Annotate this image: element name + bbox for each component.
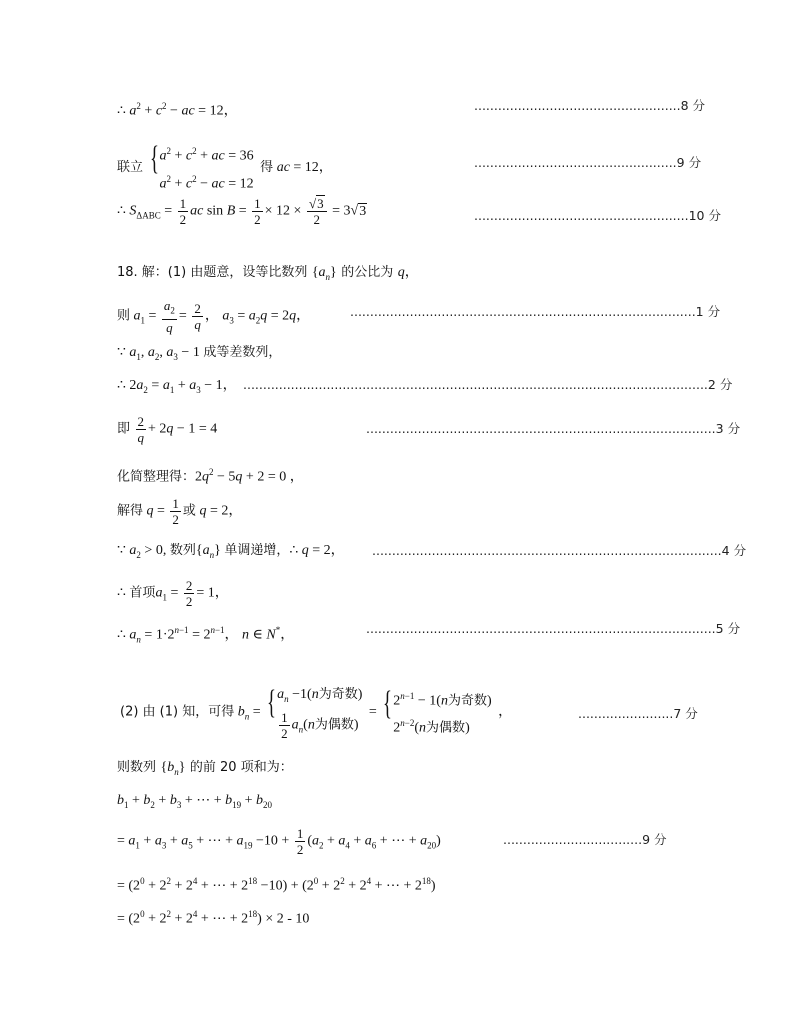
lianli-label: 联立 [117, 159, 144, 175]
equation-line-13: ∴ $a_n = 1\cdot 2^{n-1} = 2^{n-1}$， n ∈ N*， [117, 625, 295, 645]
equation-system-line: 联立 { $a^2 + c^2$ + ac = 36 $a^2 + c^2$ − ac = 12 得 ac = 12， [117, 140, 333, 195]
equation-line-12: ∴ 首项$a_1$ = $\frac{2}{2}$ = 1， [117, 578, 229, 609]
sum-line-16: $b_1 + b_2 + b_3$ + ⋯ + $b_{19} + b_{20}$ [117, 793, 273, 810]
score-mark-10: ......................................................10 分 [474, 208, 721, 223]
score-mark-9a: ...................................................9 分 [474, 155, 702, 170]
equation-line-1: ∴ $a^2 + c^2$ − ac = 12， [117, 101, 238, 119]
score-mark-9b: ...................................9 分 [503, 832, 667, 847]
piecewise-2: { $2^{n-1} - 1(n$为奇数) $2^{n-2}(n$为偶数) [383, 684, 492, 737]
equation-line-10: 解得 q = $\frac{1}{2}$ 或 q = 2， [117, 496, 243, 527]
sum-line-19: = ($2^0 + 2^2 + 2^4$ + ⋯ + $2^{18}) \times 2 - 10$ [117, 909, 310, 927]
equation-line-6: ∵ $a_1$, $a_2$, $a_3 - 1$ 成等差数列， [117, 345, 282, 362]
piecewise-line: (2) 由 (1) 知，可得 $b_n$ = { $a_n -1(n$为奇数) $\frac{1}{2}$ $a_n(n$为偶数) = { $2^{n-1} - 1(n$为奇数) $2^{n-2}(n$为偶数) ， [120, 684, 513, 741]
sum-line-18: = ($2^0 + 2^2 + 2^4$ + ⋯ + $2^{18} -10) + (2^0 + 2^2 + 2^4$ + ⋯ + $2^{18}$) [117, 876, 436, 894]
score-mark-7: ........................7 分 [578, 706, 698, 721]
problem-18-heading: 18. 解：(1) 由题意，设等比数列 $\{a_n\}$ 的公比为 q， [117, 264, 419, 282]
score-mark-2: .....................................................................................................................2 分 [243, 377, 733, 392]
score-mark-3: ........................................................................................3 分 [366, 421, 741, 436]
area-formula-line: ∴ $S_{\Delta ABC}$ = $\frac{1}{2}$ ac sin B = $\frac{1}{2}$ × 12 × $\frac{√3}{2}$ = 3√3 [117, 196, 367, 227]
equation-line-7: ∴ $2a_2 = a_1 + a_3 - 1$， [117, 378, 237, 395]
sum-heading: 则数列 $\{b_n\}$ 的前 20 项和为： [117, 760, 293, 777]
equation-line-5: 则 $a_1$ = $\frac{a_2}{q}$ = $\frac{2}{q}$ ， $a_3 = a_2q = 2q$， [117, 298, 311, 335]
score-mark-4: ........................................................................................4 分 [372, 543, 747, 558]
score-mark-1: .......................................................................................1 分 [350, 304, 721, 319]
equation-system: { $a^2 + c^2$ + ac = 36 $a^2 + c^2$ − ac = 12 [149, 140, 254, 192]
equation-line-8: 即 $\frac{2}{q}$ + 2q − 1 = 4 [117, 414, 218, 445]
score-mark-5: ........................................................................................5 分 [366, 621, 741, 636]
equation-line-9: 化简整理得：$2q^2 - 5q + 2 = 0$ ， [117, 467, 304, 485]
piecewise-1: { $a_n -1(n$为奇数) $\frac{1}{2}$ $a_n(n$为偶数) [267, 684, 363, 741]
score-mark-8: ....................................................8 分 [474, 98, 706, 113]
sum-line-17: = $a_1 + a_3 + a_5$ + ⋯ + $a_{19} -10$ + $\frac{1}{2}$ ($a_2 + a_4 + a_6$ + ⋯ + $a_{20}$) [117, 826, 441, 857]
equation-line-11: ∵ $a_2 > 0$, 数列$\{a_n\}$ 单调递增，∴ q = 2， [117, 543, 345, 560]
